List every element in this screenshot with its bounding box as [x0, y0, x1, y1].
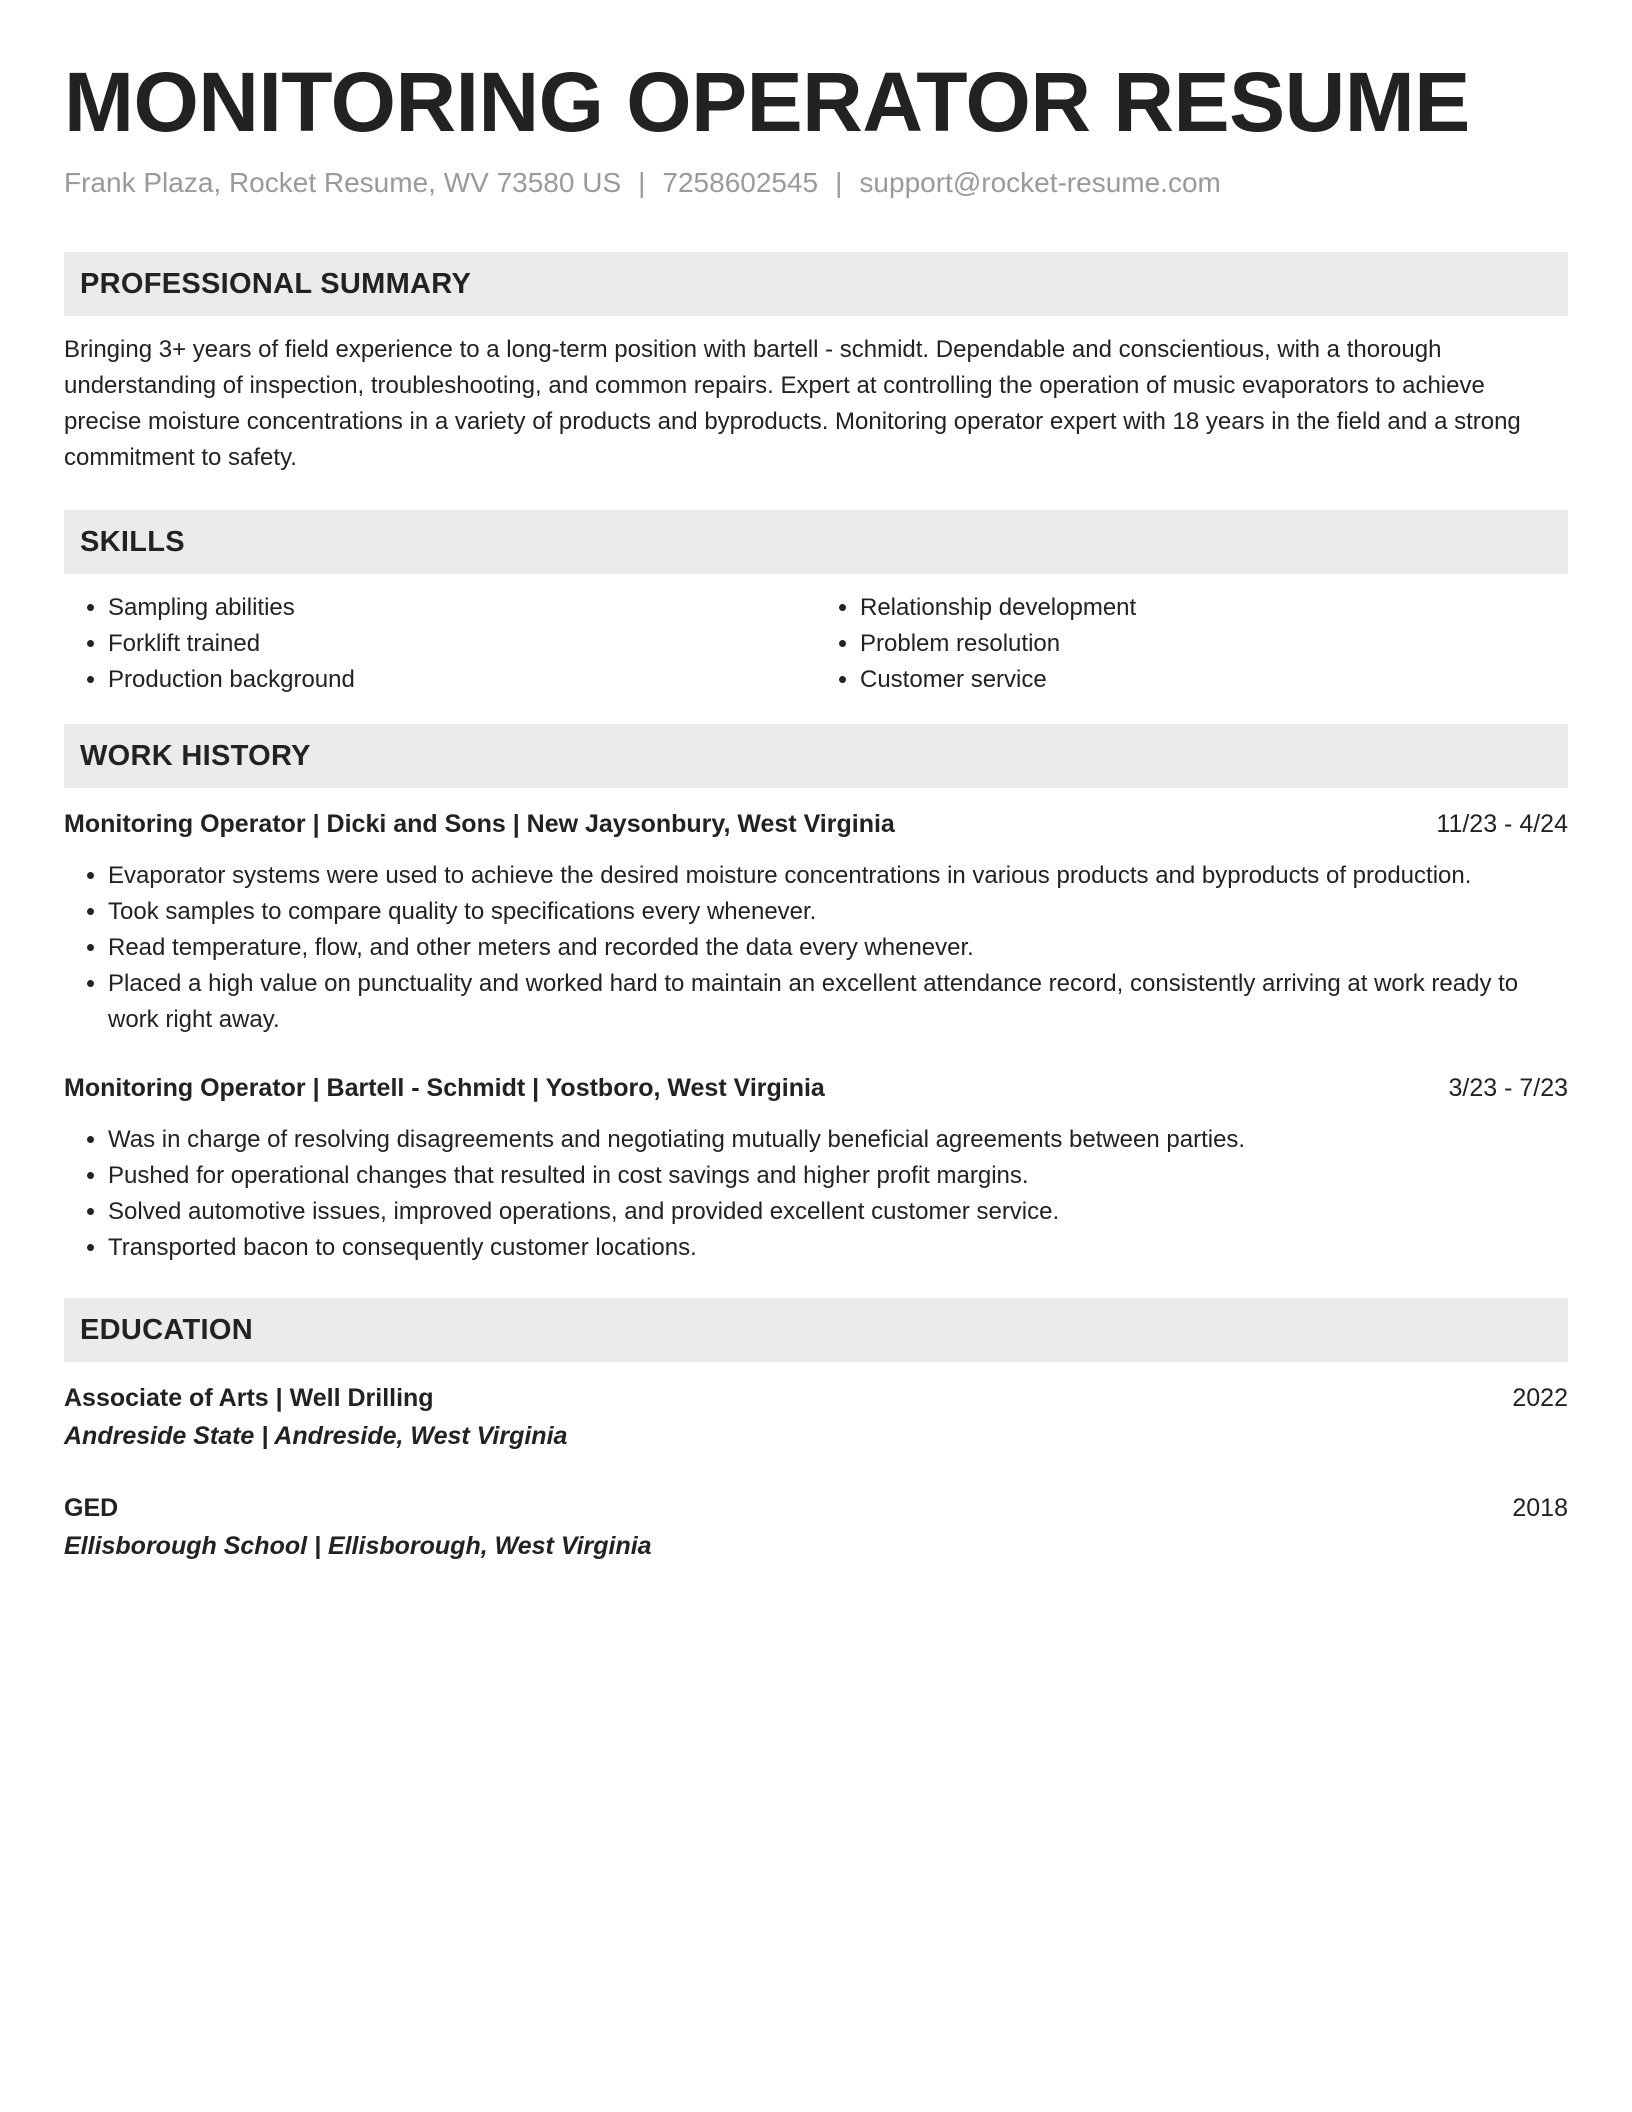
education-degree: GED — [64, 1494, 119, 1522]
job-header — [64, 1070, 1568, 1106]
job-bullet: • Pushed for operational changes that resulted in cost savings and higher profit margins. — [108, 1158, 1568, 1194]
section-header-summary: PROFESSIONAL SUMMARY — [64, 252, 1568, 316]
education-degree: Associate of Arts | Well Drilling — [64, 1384, 434, 1412]
job-title: Monitoring Operator | Bartell - Schmidt | Yostboro, West Virginia — [64, 1074, 825, 1102]
contact-phone: 7258602545 — [662, 167, 819, 198]
skills-column-left — [64, 590, 816, 698]
education-school: Ellisborough School | Ellisborough, West Virginia — [64, 1532, 652, 1560]
job-bullet: • Evaporator systems were used to achieve the desired moisture concentrations in various products and byproducts of production. — [108, 858, 1568, 894]
skills-list — [64, 590, 1568, 698]
job-dates: 3/23 - 7/23 — [1448, 1074, 1568, 1102]
job-bullet: • Took samples to compare quality to specifications every whenever. — [108, 894, 1568, 930]
contact-separator: | — [835, 167, 843, 198]
education-school: Andreside State | Andreside, West Virginia — [64, 1422, 568, 1450]
contact-email: support@rocket-resume.com — [859, 167, 1221, 198]
education-header — [64, 1380, 1568, 1416]
job-bullet: • Was in charge of resolving disagreements and negotiating mutually beneficial agreements between parties. — [108, 1122, 1568, 1158]
resume-title: MONITORING OPERATOR RESUME — [64, 55, 1470, 149]
skills-column-right — [816, 590, 1568, 698]
contact-address: Frank Plaza, Rocket Resume, WV 73580 US — [64, 167, 622, 198]
skill-item: • Customer service — [860, 662, 1568, 698]
skill-item: • Problem resolution — [860, 626, 1568, 662]
contact-line — [64, 166, 1568, 200]
education-entry — [64, 1380, 1568, 1454]
skill-item: • Production background — [108, 662, 816, 698]
education-header — [64, 1490, 1568, 1526]
section-header-education: EDUCATION — [64, 1298, 1568, 1362]
job-bullet: • Placed a high value on punctuality and worked hard to maintain an excellent attendance record, consistently arriving at work ready to work right away. — [108, 966, 1568, 1038]
job-entry — [64, 1070, 1568, 1266]
skill-item: • Sampling abilities — [108, 590, 816, 626]
contact-separator: | — [638, 167, 646, 198]
job-header — [64, 806, 1568, 842]
skill-item: • Relationship development — [860, 590, 1568, 626]
section-header-skills: SKILLS — [64, 510, 1568, 574]
education-year: 2018 — [1512, 1494, 1568, 1522]
job-bullets — [64, 858, 1568, 1038]
education-year: 2022 — [1512, 1384, 1568, 1412]
job-bullet: • Transported bacon to consequently customer locations. — [108, 1230, 1568, 1266]
education-entry — [64, 1490, 1568, 1564]
skill-item: • Forklift trained — [108, 626, 816, 662]
job-dates: 11/23 - 4/24 — [1436, 810, 1568, 838]
job-entry — [64, 806, 1568, 1038]
summary-text: Bringing 3+ years of field experience to a long-term position with bartell - schmidt. Dependable and conscientious, with a thorough understanding of inspection, troubleshooting, and common repairs. Expert at controlling the operation of music evaporators to achieve precise moisture concentrations in a variety of products and byproducts. Monitoring operator expert with 18 years in the field and a strong commitment to safety. — [64, 336, 1521, 471]
section-header-work-history: WORK HISTORY — [64, 724, 1568, 788]
job-bullets — [64, 1122, 1568, 1266]
job-title: Monitoring Operator | Dicki and Sons | New Jaysonbury, West Virginia — [64, 810, 895, 838]
job-bullet: • Read temperature, flow, and other meters and recorded the data every whenever. — [108, 930, 1568, 966]
job-bullet: • Solved automotive issues, improved operations, and provided excellent customer service. — [108, 1194, 1568, 1230]
